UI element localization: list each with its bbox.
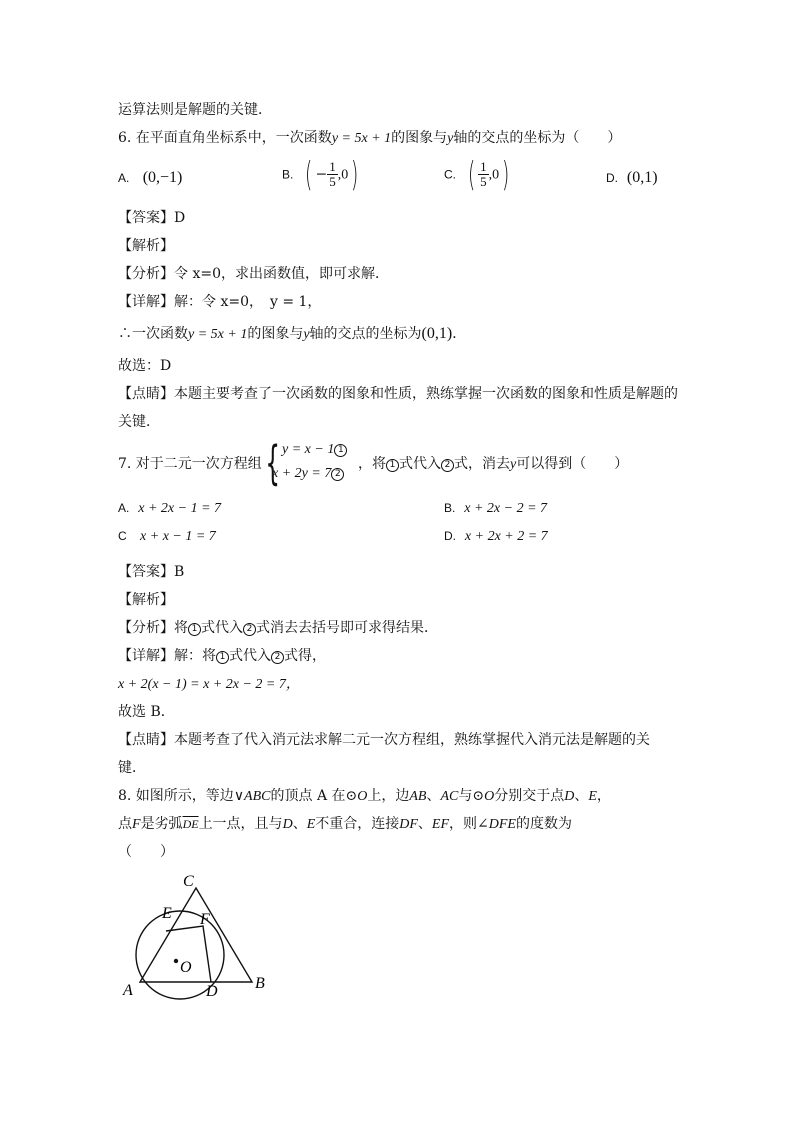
label-f: F [200,911,210,928]
q6-comment: 【点睛】本题主要考查了一次函数的图象和性质，熟练掌握一次函数的图象和性质是解题的 [118,386,678,402]
q7-option-b[interactable]: B. x + 2x − 2 = 7 [444,501,548,516]
label-c: C [183,873,194,890]
q6-comment-cont: 关键． [118,414,160,430]
label-b: B [255,975,265,992]
q6-option-d[interactable]: D. (0,1) [606,169,658,186]
q6-choose: 故选：D [118,358,172,374]
q7-analysis: 【分析】将 1 式代入 2 式消去去括号即可求得结果． [118,620,438,636]
q6-stem: 6. 在平面直角坐标系中，一次函数y = 5x + 1的图象与y轴的交点的坐标为（ ） [118,130,622,146]
q6-answer: 【答案】D [118,210,186,226]
q6-detail: 【详解】解：令 x=0， y = 1， [118,294,322,310]
triangle-abc [140,888,252,982]
q7-eq2: x + 2y = 7 2 [272,466,344,482]
q7-option-c[interactable]: C x + x − 1 = 7 [118,529,216,544]
q7-choose: 故选 B． [118,704,175,720]
q6-therefore: ∴一次函数y = 5x + 1的图象与y轴的交点的坐标为(0,1)． [118,325,467,342]
q6-jiexi: 【解析】 [118,238,174,254]
q8-stem-line2: 点F是劣弧$\overline{DE}$上一点，且与D、E不重合，连接DF、EF，则∠DFE的度数为 [118,816,572,832]
q7-stem-suffix: ，将 1 式代入 2 式，消去y可以得到（ ） [358,456,629,472]
q7-jiexi: 【解析】 [118,592,174,608]
q7-option-d[interactable]: D. x + 2x + 2 = 7 [444,529,548,544]
q7-work: x + 2(x − 1) = x + 2x − 2 = 7， [118,677,300,692]
q7-answer: 【答案】B [118,564,185,580]
q6-option-b[interactable]: B. ( − $\frac{1}{5}$ ,0) [282,154,359,195]
q7-option-a[interactable]: A. x + 2x − 1 = 7 [118,501,222,516]
q6-analysis: 【分析】令 x=0，求出函数值，即可求解． [118,266,389,282]
label-a: A [123,982,133,999]
q8-stem-line1: 8. 如图所示，等边∨ABC的顶点 A 在⊙O上，边AB、AC与⊙O分别交于点D、E， [118,788,611,804]
label-e: E [162,905,172,922]
q7-comment: 【点睛】本题考查了代入消元法求解二元一次方程组，熟练掌握代入消元法是解题的关 [118,732,650,748]
label-d: D [206,983,218,1000]
label-o: O [180,959,192,976]
q7-eq1: y = x − 1 1 [282,442,347,458]
center-dot [174,959,178,963]
q6-option-c[interactable]: C. ( $\frac{1}{5}$ ,0) [444,154,510,195]
q7-system-brace: { [265,436,280,490]
q8-stem-line3: （ ） [118,844,174,860]
q7-stem-prefix: 7. 对于二元一次方程组 [118,456,262,472]
q6-option-a[interactable]: A. (0,−1) [118,169,183,186]
intro-line: 运算法则是解题的关键． [118,102,272,118]
q7-detail: 【详解】解：将 1 式代入 2 式得， [118,648,326,664]
q7-comment-cont: 键． [118,760,146,776]
